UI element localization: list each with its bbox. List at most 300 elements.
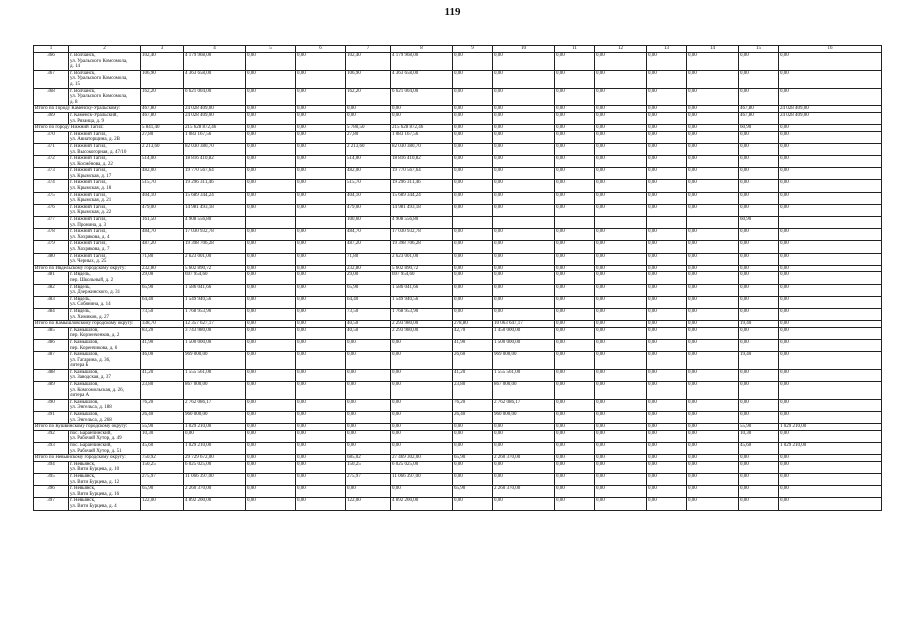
value-cell: 0,00 [391, 399, 453, 411]
value-cell: 1 768 953,90 [184, 308, 246, 320]
value-cell: 0,00 [391, 369, 453, 381]
value-cell: 0,00 [595, 352, 647, 370]
value-cell: 0,00 [687, 284, 739, 296]
row-number-cell: 373 [34, 168, 69, 180]
address-cell [69, 327, 141, 339]
value-cell: 0,00 [555, 253, 595, 265]
address-line: г. Ивдель, [70, 296, 91, 302]
address-cell [69, 443, 141, 455]
value-cell [687, 217, 739, 229]
address-line: ул. Уральского Комсомола, [70, 94, 128, 100]
value-cell: 0,00 [739, 156, 779, 168]
value-cell: 14 981 493,18 [184, 204, 246, 216]
value-cell: 514,00 [346, 156, 391, 168]
value-cell: 4 363 658,00 [184, 70, 246, 88]
value-cell: 19 296 311,46 [184, 180, 246, 192]
table-row [34, 192, 882, 204]
value-cell: 0,00 [687, 88, 739, 106]
value-cell: 0,00 [595, 156, 647, 168]
value-cell: 0,00 [555, 265, 595, 272]
value-cell: 0,00 [555, 308, 595, 320]
value-cell: 24 028 409,00 [779, 112, 882, 124]
address-cell [69, 217, 141, 229]
value-cell: 2 762 086,17 [493, 399, 555, 411]
value-cell: 0,00 [739, 241, 779, 253]
address-line: ул. Крымская, д. 22 [70, 210, 112, 216]
subtotal-row [34, 106, 882, 113]
value-cell: 0,00 [647, 88, 687, 106]
column-number-cell: 13 [647, 46, 687, 53]
value-cell: 0,00 [687, 131, 739, 143]
value-cell: 0,00 [739, 473, 779, 485]
value-cell: 0,00 [453, 241, 493, 253]
value-cell: 0,00 [493, 265, 555, 272]
value-cell: 19 296 311,46 [391, 180, 453, 192]
address-cell [69, 168, 141, 180]
value-cell: 1 500 000,00 [184, 339, 246, 351]
value-cell: 404,10 [141, 192, 184, 204]
value-cell: 1 586 041,66 [184, 284, 246, 296]
address-line: литера А [70, 393, 90, 399]
value-cell: 29,00 [141, 272, 184, 284]
value-cell: 0,00 [453, 296, 493, 308]
value-cell: 0,00 [647, 241, 687, 253]
value-cell: 0,00 [453, 143, 493, 155]
value-cell: 0,00 [246, 461, 296, 473]
column-number-row [34, 46, 882, 53]
value-cell: 0,00 [296, 241, 346, 253]
value-cell: 515,70 [346, 180, 391, 192]
value-cell: 0,00 [346, 430, 391, 442]
value-cell: 338,70 [141, 321, 184, 328]
value-cell: 0,00 [779, 382, 882, 400]
value-cell: 479,00 [141, 204, 184, 216]
value-cell: 0,00 [595, 70, 647, 88]
value-cell: 4 179 968,00 [184, 53, 246, 71]
value-cell: 0,00 [687, 308, 739, 320]
value-cell: 1 586 041,66 [391, 284, 453, 296]
value-cell: 1 029 210,00 [184, 443, 246, 455]
value-cell: 0,00 [296, 229, 346, 241]
value-cell: 0,00 [647, 229, 687, 241]
row-number-cell: 377 [34, 217, 69, 229]
value-cell: 0,00 [647, 352, 687, 370]
value-cell: 0,00 [739, 265, 779, 272]
value-cell: 960 000,00 [493, 412, 555, 424]
value-cell: 1 450 000,00 [493, 327, 555, 339]
value-cell: 0,00 [555, 339, 595, 351]
address-cell [69, 192, 141, 204]
address-cell [69, 112, 141, 124]
value-cell: 65,90 [141, 284, 184, 296]
value-cell: 0,00 [595, 125, 647, 132]
value-cell: 0,00 [296, 204, 346, 216]
table-row [34, 217, 882, 229]
address-line: ул. Комсомольская, д. 26, [70, 387, 124, 393]
value-cell: 0,00 [647, 112, 687, 124]
value-cell: 0,00 [779, 229, 882, 241]
address-line: ул. Крымская, д. 18 [70, 186, 112, 192]
value-cell: 1 555 561,00 [493, 369, 555, 381]
value-cell: 0,00 [346, 443, 391, 455]
value-cell: 0,00 [595, 369, 647, 381]
table-row [34, 180, 882, 192]
row-number-cell: 397 [34, 498, 69, 510]
value-cell: 0,00 [246, 296, 296, 308]
value-cell: 26,40 [453, 412, 493, 424]
value-cell: 0,00 [595, 143, 647, 155]
value-cell: 0,00 [453, 131, 493, 143]
value-cell: 0,00 [453, 284, 493, 296]
value-cell: 0,00 [739, 131, 779, 143]
table-row [34, 399, 882, 411]
value-cell: 0,00 [246, 204, 296, 216]
value-cell: 0,00 [246, 486, 296, 498]
address-cell [69, 399, 141, 411]
row-number-cell: 387 [34, 352, 69, 370]
value-cell: 0,00 [779, 369, 882, 381]
table-row [34, 369, 882, 381]
table-row [34, 443, 882, 455]
value-cell: 0,00 [493, 498, 555, 510]
value-cell: 0,00 [296, 180, 346, 192]
value-cell: 73,50 [346, 308, 391, 320]
value-cell: 0,00 [595, 412, 647, 424]
value-cell: 0,00 [779, 265, 882, 272]
value-cell: 6 025 025,00 [391, 461, 453, 473]
value-cell: 1 029 210,00 [779, 424, 882, 431]
value-cell: 0,00 [296, 486, 346, 498]
value-cell: 0,00 [687, 430, 739, 442]
value-cell: 0,00 [246, 272, 296, 284]
value-cell: 0,00 [555, 352, 595, 370]
table-row [34, 308, 882, 320]
value-cell: 0,00 [246, 53, 296, 71]
value-cell: 0,00 [493, 229, 555, 241]
value-cell: 0,00 [296, 106, 346, 113]
value-cell [647, 217, 687, 229]
value-cell: 0,00 [296, 143, 346, 155]
value-cell: 0,00 [647, 473, 687, 485]
value-cell: 0,00 [687, 192, 739, 204]
value-cell: 0,00 [595, 296, 647, 308]
value-cell: 0,00 [246, 265, 296, 272]
address-cell [69, 473, 141, 485]
row-number-cell: 370 [34, 131, 69, 143]
value-cell: 0,00 [555, 168, 595, 180]
value-cell: 19 398 706,28 [391, 241, 453, 253]
subtotal-label: Итого по городу Нижний Тагил: [34, 125, 141, 132]
value-cell: 0,00 [296, 192, 346, 204]
address-line: г. Нижний Тагил, [70, 241, 107, 247]
table-row [34, 70, 882, 88]
value-cell: 0,00 [555, 70, 595, 88]
value-cell: 15 689 344,24 [391, 192, 453, 204]
value-cell: 0,00 [296, 369, 346, 381]
table-row [34, 352, 882, 370]
address-line: ул. Энгельса, д. 268 [70, 417, 112, 423]
value-cell: 40,50 [346, 321, 391, 328]
table-row [34, 296, 882, 308]
value-cell: 0,00 [687, 253, 739, 265]
value-cell: 106,90 [346, 70, 391, 88]
value-cell: 0,00 [779, 180, 882, 192]
address-cell [69, 352, 141, 370]
value-cell: 0,00 [779, 399, 882, 411]
value-cell: 0,00 [246, 143, 296, 155]
address-line: г. Камышлов, [70, 369, 99, 375]
value-cell: 0,00 [739, 88, 779, 106]
value-cell: 0,00 [687, 112, 739, 124]
address-line: ул. Вити Бурцева, д. 12 [70, 479, 120, 485]
row-number-cell: 396 [34, 486, 69, 498]
value-cell: 0,00 [555, 53, 595, 71]
value-cell: 0,00 [246, 327, 296, 339]
value-cell: 0,00 [595, 327, 647, 339]
address-line: пос. Баранчинский, [70, 430, 112, 436]
value-cell: 0,00 [779, 473, 882, 485]
value-cell: 0,00 [246, 339, 296, 351]
value-cell: 0,00 [595, 192, 647, 204]
value-cell: 2 762 086,17 [184, 399, 246, 411]
table-row [34, 204, 882, 216]
value-cell: 0,00 [555, 131, 595, 143]
value-cell: 4 892 200,00 [391, 498, 453, 510]
value-cell: 0,00 [647, 156, 687, 168]
address-line: г. Нижний Тагил, [70, 168, 107, 174]
value-cell: 0,00 [246, 125, 296, 132]
address-cell [69, 204, 141, 216]
value-cell: 0,00 [739, 70, 779, 88]
value-cell: 45,60 [739, 443, 779, 455]
value-cell: 0,00 [346, 369, 391, 381]
value-cell: 0,00 [296, 308, 346, 320]
value-cell: 0,00 [595, 53, 647, 71]
value-cell: 0,00 [647, 327, 687, 339]
value-cell: 0,00 [246, 308, 296, 320]
value-cell: 106,90 [141, 70, 184, 88]
table-row [34, 284, 882, 296]
row-number-cell: 385 [34, 327, 69, 339]
value-cell: 697 954,60 [391, 272, 453, 284]
value-cell: 18 816 410,82 [391, 156, 453, 168]
address-cell [69, 88, 141, 106]
address-line: г. Каменск-Уральский, [70, 112, 118, 118]
value-cell: 0,00 [647, 168, 687, 180]
value-cell: 0,00 [555, 486, 595, 498]
value-cell: 0,00 [246, 424, 296, 431]
value-cell: 0,00 [595, 498, 647, 510]
value-cell: 0,00 [687, 399, 739, 411]
row-number-cell: 378 [34, 229, 69, 241]
value-cell: 0,00 [647, 284, 687, 296]
address-cell [69, 296, 141, 308]
value-cell: 275,97 [141, 473, 184, 485]
value-cell: 0,00 [647, 70, 687, 88]
value-cell: 0,00 [555, 229, 595, 241]
value-cell: 0,00 [391, 106, 453, 113]
value-cell: 0,00 [493, 180, 555, 192]
address-cell [69, 229, 141, 241]
value-cell: 0,00 [647, 443, 687, 455]
value-cell: 0,00 [246, 473, 296, 485]
address-line: г. Нижний Тагил, [70, 229, 107, 235]
value-cell: 0,00 [647, 339, 687, 351]
value-cell: 0,00 [595, 399, 647, 411]
value-cell: 0,00 [647, 498, 687, 510]
value-cell: 3 743 980,00 [184, 327, 246, 339]
address-line: г. Ивдель, [70, 308, 91, 314]
value-cell: 0,00 [346, 339, 391, 351]
row-number-cell: 381 [34, 272, 69, 284]
value-cell: 0,00 [296, 412, 346, 424]
value-cell: 0,00 [493, 308, 555, 320]
value-cell: 0,00 [647, 53, 687, 71]
address-cell [69, 430, 141, 442]
row-number-cell: 384 [34, 308, 69, 320]
address-line: г. Камышлов, [70, 339, 99, 345]
address-line: ул. Крымская, д. 17 [70, 173, 112, 179]
value-cell: 0,00 [453, 53, 493, 71]
value-cell: 867 000,00 [184, 382, 246, 400]
value-cell: 0,00 [296, 352, 346, 370]
value-cell [555, 217, 595, 229]
row-number-cell: 367 [34, 70, 69, 88]
value-cell: 102,40 [346, 53, 391, 71]
address-cell [69, 53, 141, 71]
value-cell: 0,00 [493, 461, 555, 473]
value-cell: 0,00 [739, 229, 779, 241]
value-cell: 29,00 [346, 272, 391, 284]
value-cell: 65,90 [453, 486, 493, 498]
address-cell [69, 70, 141, 88]
table-row [34, 486, 882, 498]
value-cell: 0,00 [555, 424, 595, 431]
value-cell: 0,00 [453, 229, 493, 241]
address-line: ул. Космёнова, д. 22 [70, 161, 113, 167]
value-cell: 0,00 [453, 106, 493, 113]
column-number-cell: 6 [296, 46, 346, 53]
value-cell: 0,00 [555, 430, 595, 442]
address-line: г. Ивдель, [70, 284, 91, 290]
address-cell [69, 461, 141, 473]
value-cell: 0,00 [555, 296, 595, 308]
value-cell: 100,60 [346, 217, 391, 229]
address-cell [69, 308, 141, 320]
value-cell: 484,70 [346, 229, 391, 241]
value-cell: 0,00 [184, 430, 246, 442]
value-cell: 0,00 [647, 253, 687, 265]
value-cell: 0,00 [296, 339, 346, 351]
column-number-cell: 4 [184, 46, 246, 53]
value-cell: 0,00 [739, 369, 779, 381]
value-cell: 0,00 [595, 253, 647, 265]
table-row [34, 156, 882, 168]
value-cell: 27 469 302,00 [391, 455, 453, 462]
value-cell: 0,00 [595, 272, 647, 284]
value-cell: 0,00 [687, 204, 739, 216]
value-cell: 0,00 [779, 253, 882, 265]
value-cell: 15 689 344,24 [184, 192, 246, 204]
address-line: ул. Высокогорная, д. 47/10 [70, 149, 127, 155]
value-cell: 969 000,00 [493, 352, 555, 370]
address-line: г. Волчанск, [70, 53, 96, 58]
page-number: 119 [444, 6, 461, 18]
value-cell: 2 293 980,00 [391, 327, 453, 339]
value-cell: 0,00 [779, 296, 882, 308]
value-cell: 0,00 [555, 399, 595, 411]
value-cell: 0,00 [555, 88, 595, 106]
address-line: д. 14 [70, 64, 81, 70]
value-cell: 0,00 [493, 443, 555, 455]
value-cell: 467,80 [739, 112, 779, 124]
value-cell: 0,00 [493, 241, 555, 253]
address-line: ул. Рязанца, д. 9 [70, 118, 104, 124]
value-cell: 0,00 [647, 125, 687, 132]
address-line: литера Б [70, 363, 89, 369]
value-cell: 0,00 [779, 461, 882, 473]
value-cell: 65,90 [453, 455, 493, 462]
value-cell: 1 549 940,56 [391, 296, 453, 308]
value-cell: 0,00 [595, 443, 647, 455]
value-cell: 46,00 [141, 352, 184, 370]
value-cell: 0,00 [687, 321, 739, 328]
value-cell: 0,00 [246, 284, 296, 296]
table-row [34, 253, 882, 265]
value-cell: 0,00 [739, 253, 779, 265]
value-cell: 0,00 [246, 430, 296, 442]
value-cell: 1 083 167,56 [184, 131, 246, 143]
value-cell: 0,00 [493, 430, 555, 442]
address-line: ул. Черных, д. 25 [70, 259, 107, 265]
table-row [34, 498, 882, 510]
value-cell: 0,00 [779, 327, 882, 339]
value-cell: 1 768 953,90 [391, 308, 453, 320]
value-cell: 0,00 [595, 229, 647, 241]
row-number-cell: 395 [34, 473, 69, 485]
address-cell [69, 284, 141, 296]
address-cell [69, 156, 141, 168]
value-cell: 0,00 [246, 443, 296, 455]
value-cell: 0,00 [739, 204, 779, 216]
table-row [34, 168, 882, 180]
value-cell: 0,00 [739, 461, 779, 473]
value-cell: 0,00 [555, 180, 595, 192]
value-cell: 24 028 409,00 [184, 106, 246, 113]
value-cell: 0,00 [555, 369, 595, 381]
address-line: ул. Вити Бурцева, д. 4 [70, 503, 117, 509]
address-cell [69, 253, 141, 265]
value-cell: 0,00 [555, 284, 595, 296]
value-cell: 0,00 [453, 180, 493, 192]
value-cell: 0,00 [739, 272, 779, 284]
value-cell: 0,00 [595, 339, 647, 351]
value-cell: 162,20 [141, 88, 184, 106]
value-cell: 5 841,40 [141, 125, 184, 132]
value-cell: 0,00 [246, 106, 296, 113]
value-cell: 0,00 [687, 369, 739, 381]
address-line: ул. Хохрякова, д. 7 [70, 247, 110, 252]
address-line: г. Нижний Тагил, [70, 180, 107, 186]
value-cell: 0,00 [687, 486, 739, 498]
value-cell: 960 000,00 [184, 412, 246, 424]
value-cell: 122,00 [346, 498, 391, 510]
value-cell: 0,00 [555, 498, 595, 510]
value-cell: 0,00 [453, 156, 493, 168]
value-cell: 27,80 [346, 131, 391, 143]
value-cell: 1 549 940,56 [184, 296, 246, 308]
address-cell [69, 486, 141, 498]
